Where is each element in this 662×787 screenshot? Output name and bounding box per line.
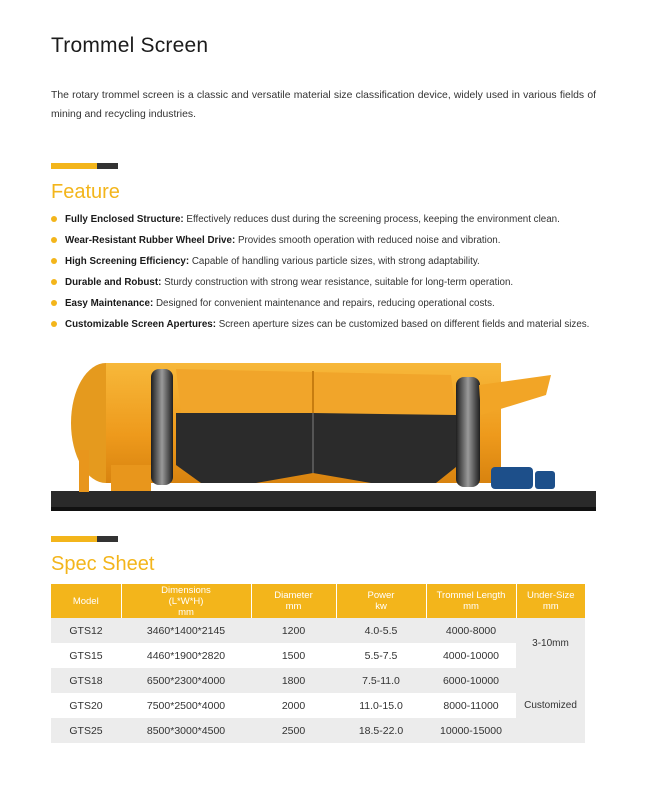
cell-length: 4000-10000	[426, 643, 516, 668]
cell-length: 8000-11000	[426, 693, 516, 718]
feature-label: Wear-Resistant Rubber Wheel Drive:	[65, 235, 236, 246]
cell-dimensions: 4460*1900*2820	[121, 643, 251, 668]
col-header-power: Power kw	[336, 584, 426, 618]
feature-label: High Screening Efficiency:	[65, 256, 190, 267]
bullet-icon	[51, 321, 57, 327]
list-item	[51, 230, 631, 251]
cell-diameter: 1200	[251, 618, 336, 643]
cell-dimensions: 3460*1400*2145	[121, 618, 251, 643]
trommel-machine-illustration	[51, 355, 596, 513]
col-header-model: Model	[51, 584, 121, 618]
screen-panel	[313, 413, 456, 483]
feature-heading: Feature	[51, 181, 120, 203]
list-item	[51, 314, 631, 335]
table-row	[51, 668, 585, 693]
cell-power: 5.5-7.5	[336, 643, 426, 668]
cell-power: 7.5-11.0	[336, 668, 426, 693]
cell-diameter: 2000	[251, 693, 336, 718]
cell-model: GTS25	[51, 718, 121, 743]
feature-label: Easy Maintenance:	[65, 298, 154, 309]
feature-text: Capable of handling various particle sizes, with strong adaptability.	[189, 256, 480, 267]
list-item	[51, 293, 631, 314]
page-title: Trommel Screen	[51, 34, 209, 57]
cell-dimensions: 7500*2500*4000	[121, 693, 251, 718]
bullet-icon	[51, 237, 57, 243]
col-header-dimensions: Dimensions (L*W*H) mm	[121, 584, 251, 618]
motor	[535, 471, 555, 489]
cell-dimensions: 6500*2300*4000	[121, 668, 251, 693]
table-header-row	[51, 584, 585, 618]
col-header-under-size: Under-Size mm	[516, 584, 585, 618]
col-header-diameter: Diameter mm	[251, 584, 336, 618]
base-frame	[51, 491, 596, 509]
table-row	[51, 643, 585, 668]
table-row	[51, 693, 585, 718]
bullet-icon	[51, 300, 57, 306]
feature-text: Provides smooth operation with reduced noise and vibration.	[235, 235, 501, 246]
col-header-trommel-length: Trommel Length mm	[426, 584, 516, 618]
cell-diameter: 1800	[251, 668, 336, 693]
cell-power: 18.5-22.0	[336, 718, 426, 743]
drive-ring	[456, 377, 480, 487]
cell-model: GTS18	[51, 668, 121, 693]
list-item	[51, 272, 631, 293]
cell-length: 4000-8000	[426, 618, 516, 643]
drive-ring	[151, 369, 173, 485]
feature-list	[51, 209, 631, 335]
feature-accent-bar	[51, 163, 118, 169]
feature-label: Customizable Screen Apertures:	[65, 319, 216, 330]
cell-model: GTS15	[51, 643, 121, 668]
intro-text: The rotary trommel screen is a classic and versatile material size classification device, widely used in various fields of mining and recycling industries.	[51, 90, 596, 120]
list-item	[51, 251, 631, 272]
screen-panel	[176, 413, 313, 483]
cell-under-size: 3-10mm	[516, 618, 585, 668]
bullet-icon	[51, 258, 57, 264]
feature-text: Sturdy construction with strong wear resistance, suitable for long-term operation.	[161, 277, 514, 288]
cell-under-size: Customized	[516, 668, 585, 743]
cell-dimensions: 8500*3000*4500	[121, 718, 251, 743]
feature-label: Durable and Robust:	[65, 277, 162, 288]
spec-heading: Spec Sheet	[51, 553, 155, 575]
bullet-icon	[51, 279, 57, 285]
bullet-icon	[51, 216, 57, 222]
cell-power: 11.0-15.0	[336, 693, 426, 718]
cell-model: GTS12	[51, 618, 121, 643]
spec-table	[51, 584, 585, 743]
feature-text: Designed for convenient maintenance and repairs, reducing operational costs.	[153, 298, 495, 309]
spec-accent-bar	[51, 536, 118, 542]
cell-length: 6000-10000	[426, 668, 516, 693]
feature-text: Screen aperture sizes can be customized based on different fields and material sizes.	[216, 319, 590, 330]
cell-model: GTS20	[51, 693, 121, 718]
cell-power: 4.0-5.5	[336, 618, 426, 643]
cell-diameter: 2500	[251, 718, 336, 743]
table-row	[51, 618, 585, 643]
feature-label: Fully Enclosed Structure:	[65, 214, 184, 225]
cell-length: 10000-15000	[426, 718, 516, 743]
feature-text: Effectively reduces dust during the screening process, keeping the environment clean.	[183, 214, 560, 225]
motor	[491, 467, 533, 489]
table-row	[51, 718, 585, 743]
cell-diameter: 1500	[251, 643, 336, 668]
list-item	[51, 209, 631, 230]
